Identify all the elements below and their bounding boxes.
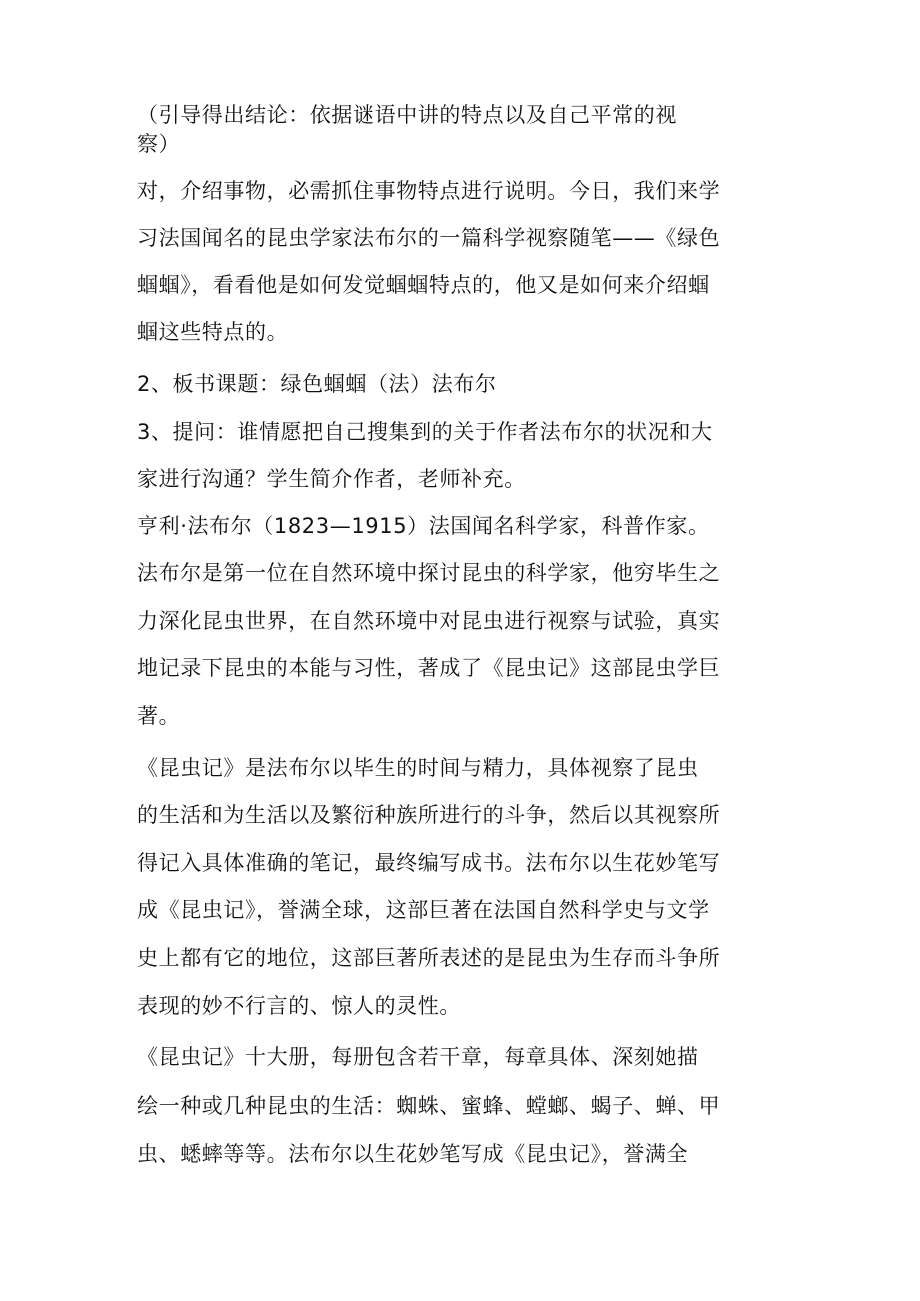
text-line: 力深化昆虫世界，在自然环境中对昆虫进行视察与试验，真实 [137,609,721,633]
text-line: 表现的妙不行言的、惊人的灵性。 [137,994,461,1018]
text-line: 的生活和为生活以及繁衍种族所进行的斗争，然后以其视察所 [137,803,721,827]
text-line: 《昆虫记》十大册，每册包含若干章，每章具体、深刻她描 [137,1045,699,1069]
text-line: 地记录下昆虫的本能与习性，著成了《昆虫记》这部昆虫学巨 [137,656,721,680]
text-line: 著。 [137,704,181,728]
text-line: 法布尔是第一位在自然环境中探讨昆虫的科学家，他穷毕生之 [137,561,721,585]
text-line: 3、提问：谁情愿把自己搜集到的关于作者法布尔的状况和大 [137,420,713,444]
text-line: 2、板书课题：绿色蝈蝈（法）法布尔 [137,372,497,396]
text-line: 《昆虫记》是法布尔以毕生的时间与精力，具体视察了昆虫 [137,756,699,780]
text-line: 习法国闻名的昆虫学家法布尔的一篇科学视察随笔——《绿色 [137,226,721,250]
text-line: 得记入具体准确的笔记，最终编写成书。法布尔以生花妙笔写 [137,851,721,875]
text-line: 对，介绍事物，必需抓住事物特点进行说明。今日，我们来学 [137,179,721,203]
text-line: 察） [137,132,181,156]
text-line: 亨利·法布尔（1823—1915）法国闻名科学家，科普作家。 [137,514,710,538]
text-line: 史上都有它的地位，这部巨著所表述的是昆虫为生存而斗争所 [137,946,721,970]
text-line: 蝈蝈》，看看他是如何发觉蝈蝈特点的，他又是如何来介绍蝈 [137,273,710,297]
text-line: 成《昆虫记》，誉满全球，这部巨著在法国自然科学史与文学 [137,898,710,922]
text-line: 绘一种或几种昆虫的生活：蜘蛛、蜜蜂、螳螂、蝎子、蝉、甲 [137,1094,721,1118]
text-line: 蝈这些特点的。 [137,320,289,344]
text-line: 家进行沟通？学生简介作者，老师补充。 [137,467,526,491]
text-line: （引导得出结论：依据谜语中讲的特点以及自己平常的视 [137,103,677,127]
text-line: 虫、蟋蟀等等。法布尔以生花妙笔写成《昆虫记》，誉满全 [137,1142,689,1166]
